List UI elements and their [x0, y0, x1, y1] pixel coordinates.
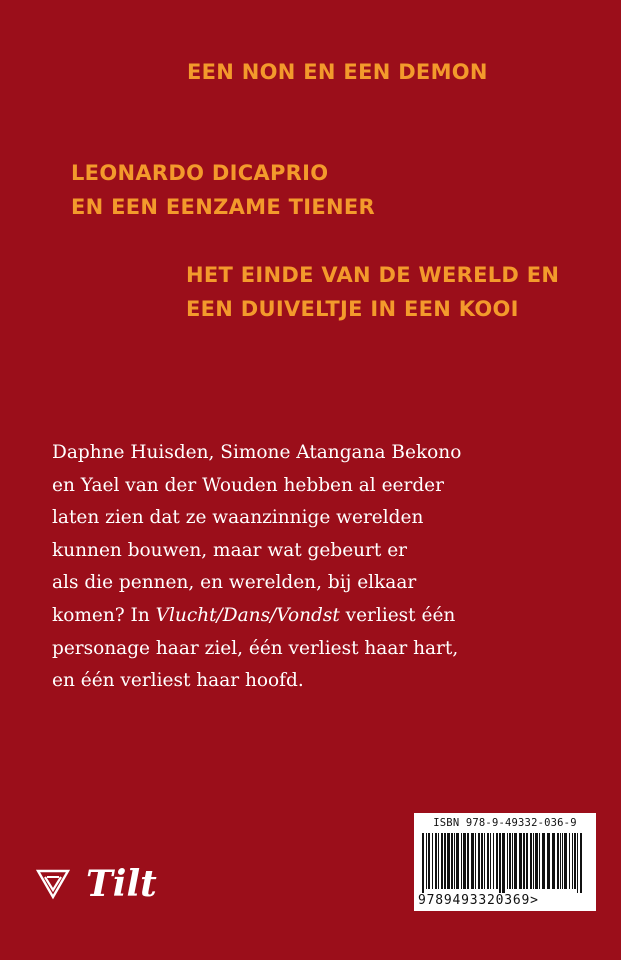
blurb-line-6-pre: komen? In: [52, 604, 156, 626]
isbn-trailing: >: [530, 893, 539, 908]
blurb-line-6: [52, 600, 532, 633]
tagline-1: [187, 55, 488, 89]
blurb-line-7: personage haar ziel, één verliest haar hart,: [52, 637, 459, 659]
blurb-line-4: kunnen bouwen, maar wat gebeurt er: [52, 539, 408, 561]
isbn-digits: [418, 893, 539, 908]
publisher-logo: [36, 863, 157, 905]
blurb-line-3: laten zien dat ze waanzinnige werelden: [52, 507, 424, 529]
tagline-2-line-1: LEONARDO DICAPRIO: [71, 161, 329, 185]
isbn-label: ISBN 978-9-49332-036-9: [433, 817, 577, 829]
triangle-logo-icon: [36, 868, 70, 900]
tagline-3-line-1: HET EINDE VAN DE WERELD EN: [186, 263, 560, 287]
blurb-line-5: als die pennen, en werelden, bij elkaar: [52, 572, 417, 594]
isbn-digits-text: 9789493320369: [418, 893, 531, 908]
book-title: Vlucht/Dans/Vondst: [155, 604, 340, 626]
blurb-line-2: en Yael van der Wouden hebben al eerder: [52, 474, 444, 496]
tagline-2: [71, 156, 375, 224]
blurb-line-6-post: verliest één: [339, 604, 456, 626]
tagline-3: [186, 258, 559, 326]
tagline-2-line-2: EN EEN EENZAME TIENER: [71, 195, 375, 219]
blurb-text: [52, 437, 532, 698]
barcode-bars: [420, 833, 590, 893]
barcode: [414, 813, 596, 911]
blurb-line-8: en één verliest haar hoofd.: [52, 670, 304, 692]
tagline-1-line-1: EEN NON EN EEN DEMON: [187, 60, 488, 84]
publisher-name: Tilt: [86, 863, 157, 905]
blurb-line-1: Daphne Huisden, Simone Atangana Bekono: [52, 442, 462, 463]
tagline-3-line-2: EEN DUIVELTJE IN EEN KOOI: [186, 297, 519, 321]
